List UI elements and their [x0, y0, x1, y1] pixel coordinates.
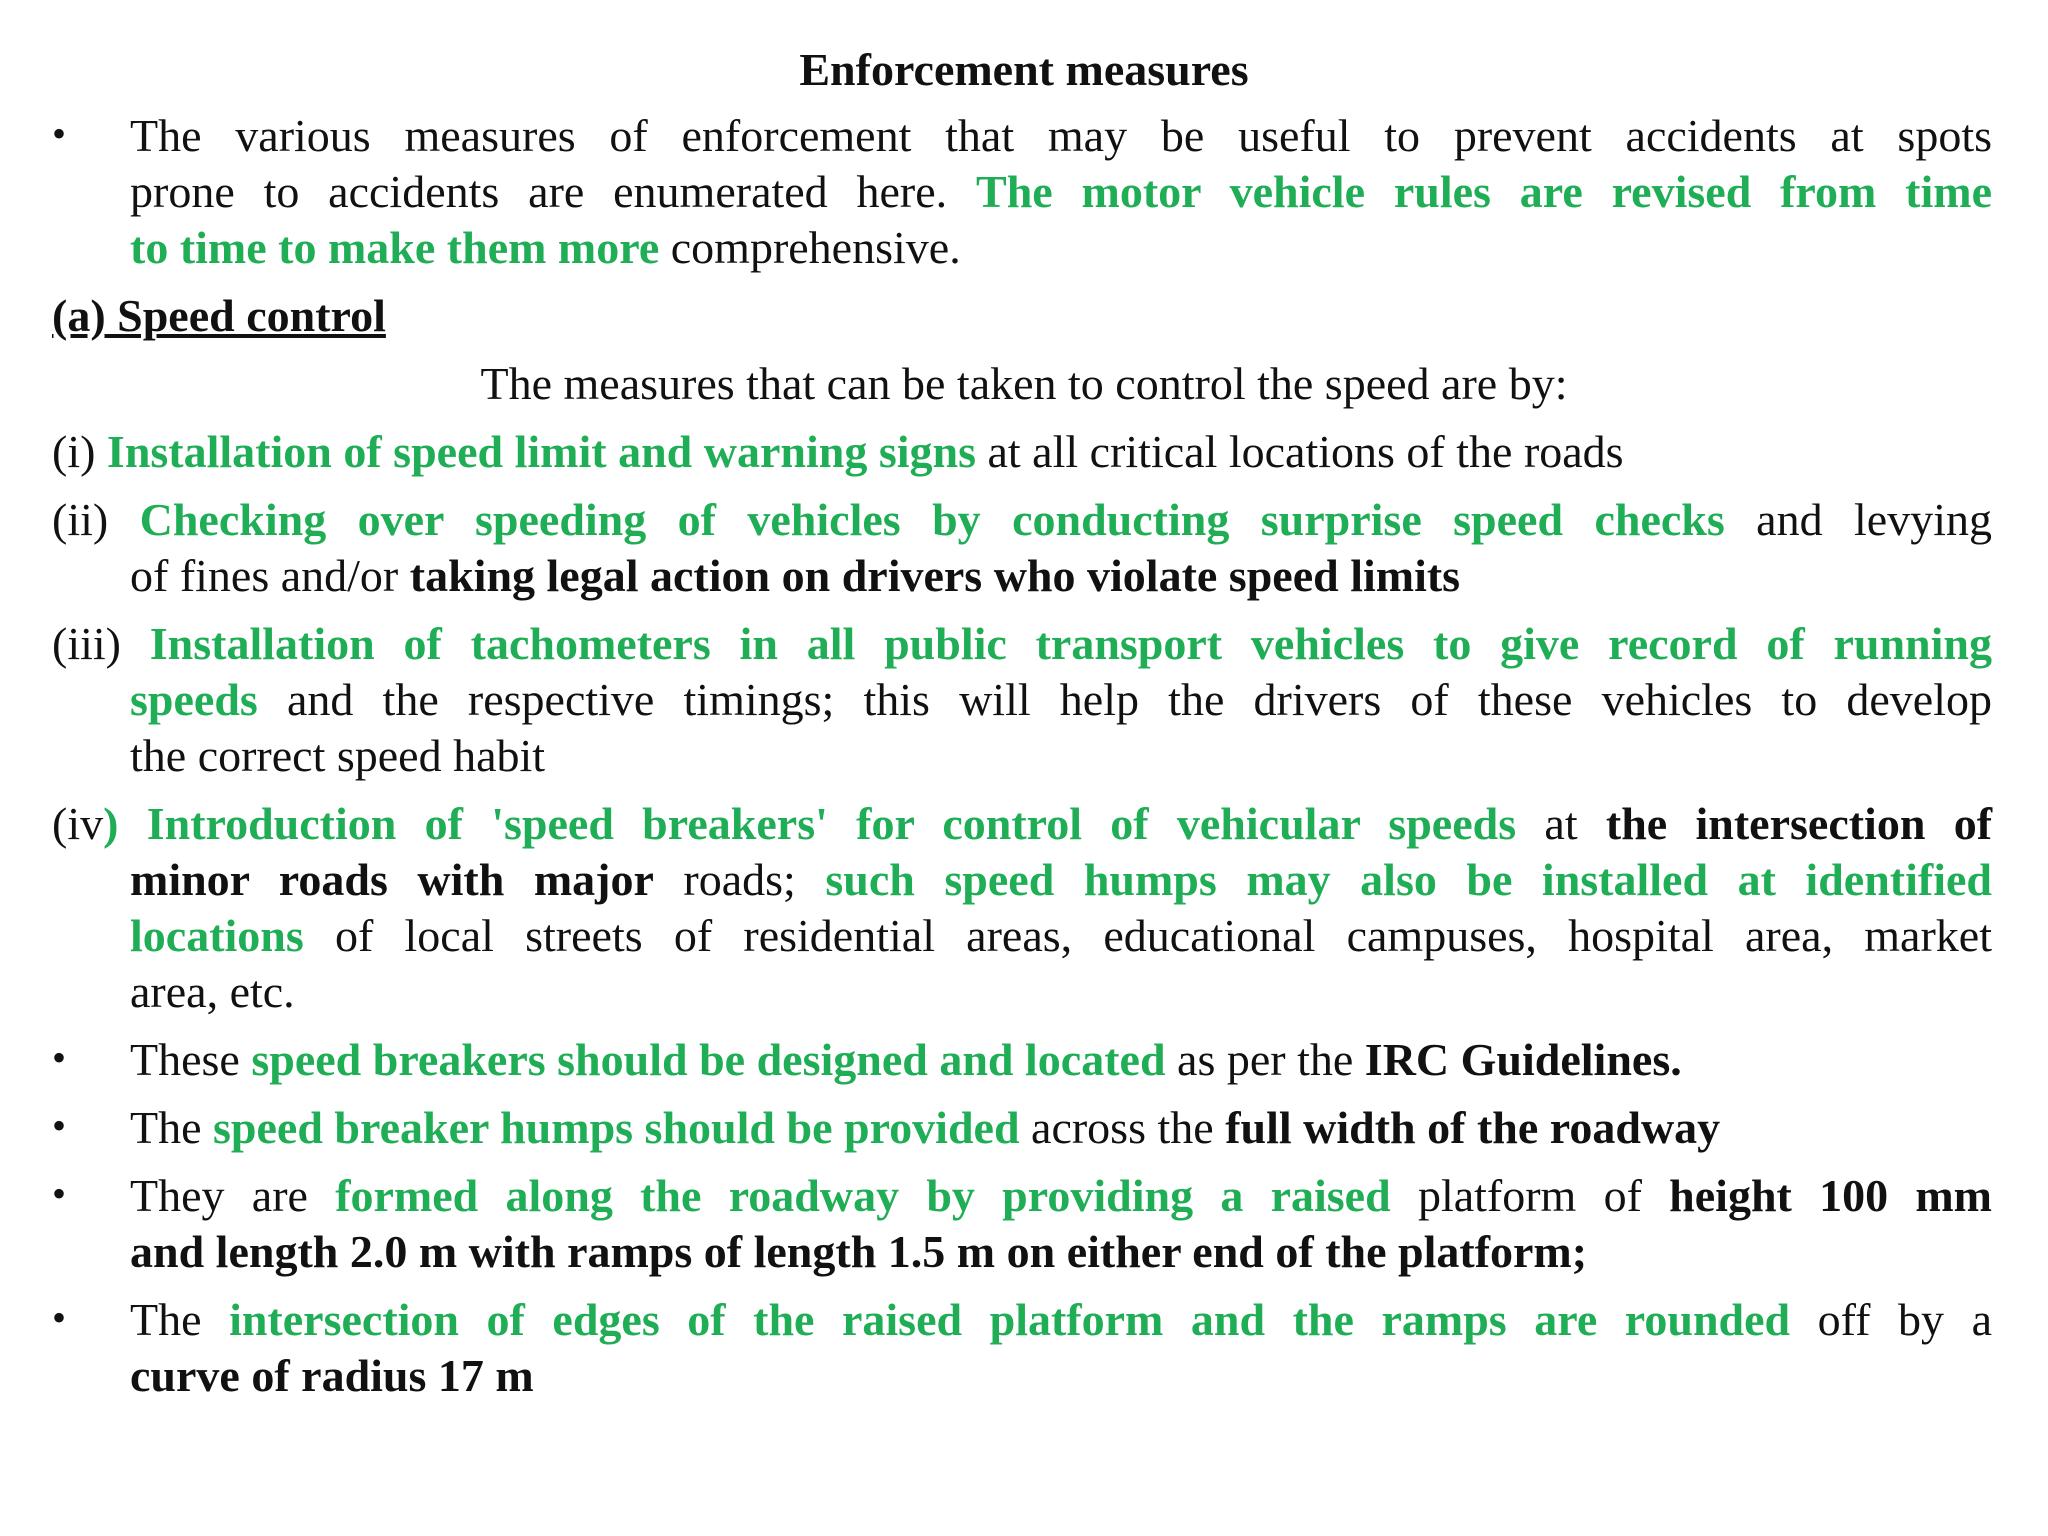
intro-line-1 — [130, 108, 1992, 164]
intro-text: The various measures of enforcement that may be useful to prevent accidents at spots — [130, 110, 1992, 161]
intro-line-3 — [130, 220, 961, 276]
item-text: roads; — [653, 854, 826, 905]
item-text: at — [1516, 798, 1606, 849]
item-text: of fines and/or — [130, 550, 410, 601]
bullet-marker: • — [52, 1035, 67, 1080]
item-highlight: speeds — [130, 674, 258, 725]
slide-title: Enforcement measures — [799, 44, 1249, 95]
bullet-4-line-1 — [130, 1292, 1992, 1348]
item-highlight: Installation of speed limit and warning signs — [106, 426, 976, 477]
item-text: of local streets of residential areas, educational campuses, hospital area, market — [303, 910, 1992, 961]
bullet-text: platform of — [1390, 1170, 1670, 1221]
item-iv-line-4: area, etc. — [130, 966, 295, 1017]
bullet-marker: • — [52, 1103, 67, 1148]
bullet-highlight: intersection of edges of the raised platform and the ramps are rounded — [229, 1294, 1791, 1345]
item-i — [52, 424, 1624, 480]
item-iv-line-1 — [52, 796, 1992, 852]
intro-text: comprehensive. — [659, 222, 961, 273]
item-highlight: locations — [130, 910, 304, 961]
bullet-bold: height 100 mm — [1669, 1170, 1993, 1221]
item-highlight: Checking over speeding of vehicles by conducting surprise speed checks — [139, 494, 1725, 545]
item-highlight: ) Introduction of 'speed breakers' for control of vehicular speeds — [103, 798, 1517, 849]
item-ii-line-2 — [130, 548, 1460, 604]
bullet-text: across the — [1019, 1102, 1226, 1153]
bullet-3-line-1 — [130, 1168, 1992, 1224]
bullet-bold: IRC Guidelines. — [1364, 1034, 1682, 1085]
intro-highlight: to time to make them more — [130, 222, 660, 273]
bullet-1 — [130, 1032, 1682, 1088]
bullet-highlight: formed along the roadway by providing a raised — [335, 1170, 1391, 1221]
item-text: at all critical locations of the roads — [975, 426, 1624, 477]
item-number: (i) — [52, 426, 107, 477]
item-bold: the intersection of — [1605, 798, 1993, 849]
item-iii-line-3: the correct speed habit — [130, 730, 546, 781]
item-bold: minor roads with major — [130, 854, 654, 905]
intro-line-2 — [130, 164, 1992, 220]
section-heading: (a) Speed control — [52, 290, 386, 341]
bullet-4-line-2: curve of radius 17 m — [130, 1350, 534, 1401]
bullet-highlight: speed breaker humps should be provided — [213, 1102, 1020, 1153]
intro-highlight: The motor vehicle rules are revised from time — [976, 166, 1992, 217]
bullet-marker: • — [52, 1295, 67, 1340]
bullet-text: The — [130, 1294, 230, 1345]
item-text: and levying — [1724, 494, 1992, 545]
item-text: and the respective timings; this will help the drivers of these vehicles to develop — [257, 674, 1992, 725]
bullet-marker: • — [52, 1171, 67, 1216]
item-ii-line-1 — [52, 492, 1992, 548]
bullet-marker: • — [52, 111, 67, 156]
item-iv-line-3 — [130, 908, 1992, 964]
item-highlight: such speed humps may also be installed at identified — [825, 854, 1992, 905]
item-iii-line-1 — [52, 616, 1992, 672]
bullet-text: as per the — [1165, 1034, 1365, 1085]
item-number: (iii) — [52, 618, 150, 669]
bullet-text: The — [130, 1102, 214, 1153]
bullet-bold: full width of the roadway — [1225, 1102, 1721, 1153]
item-number: (iv — [52, 798, 104, 849]
item-iii-line-2 — [130, 672, 1992, 728]
bullet-text: off by a — [1790, 1294, 1992, 1345]
bullet-text: These — [130, 1034, 252, 1085]
item-bold: taking legal action on drivers who violate speed limits — [409, 550, 1461, 601]
item-number: (ii) — [52, 494, 140, 545]
bullet-3-line-2: and length 2.0 m with ramps of length 1.5 m on either end of the platform; — [130, 1226, 1588, 1277]
item-highlight: Installation of tachometers in all public transport vehicles to give record of running — [149, 618, 1992, 669]
bullet-highlight: speed breakers should be designed and located — [251, 1034, 1166, 1085]
item-iv-line-2 — [130, 852, 1992, 908]
section-intro: The measures that can be taken to control the speed are by: — [480, 358, 1568, 409]
bullet-text: They are — [130, 1170, 336, 1221]
bullet-2 — [130, 1100, 1720, 1156]
intro-text: prone to accidents are enumerated here. — [130, 166, 977, 217]
